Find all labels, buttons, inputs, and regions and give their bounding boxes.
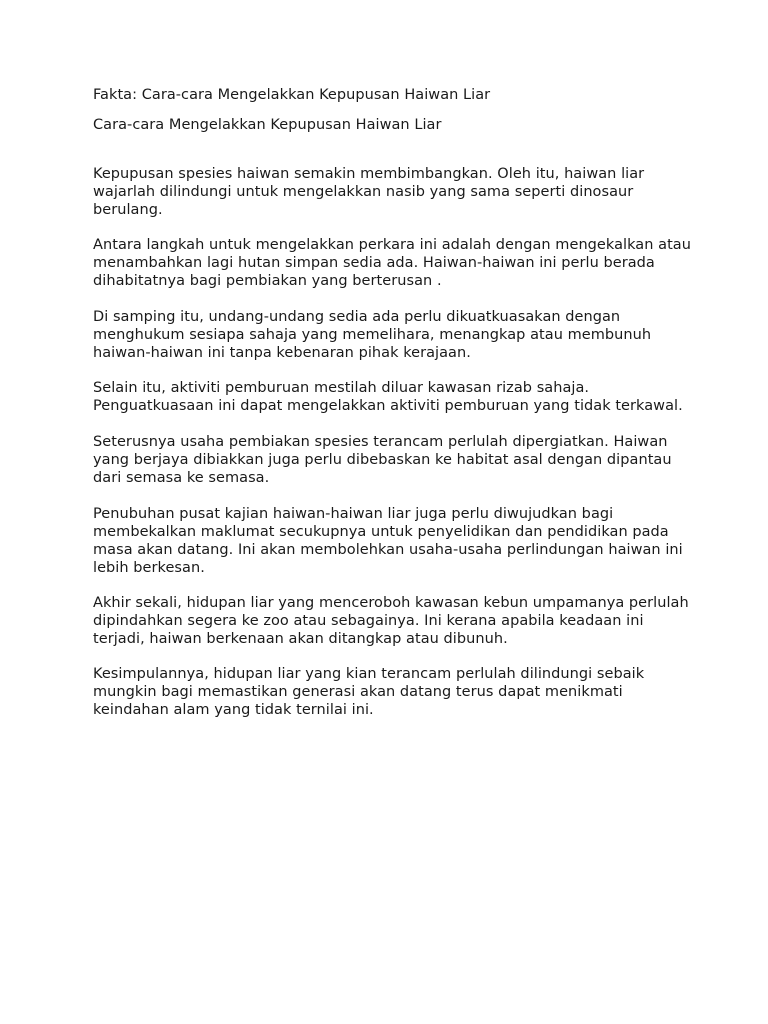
paragraph-8: Kesimpulannya, hidupan liar yang kian terancam perlulah dilindungi sebaik mungkin bagi memastikan generasi akan datang terus dapat menikmati keindahan alam yang tidak ternilai ini.	[93, 666, 645, 718]
paragraph-1: Kepupusan spesies haiwan semakin membimbangkan. Oleh itu, haiwan liar wajarlah dilindungi untuk mengelakkan nasib yang sama seperti dinosaur berulang.	[93, 166, 645, 218]
paragraph-5: Seterusnya usaha pembiakan spesies terancam perlulah dipergiatkan. Haiwan yang berjaya dibiakkan juga perlu dibebaskan ke habitat asal dengan dipantau dari semasa ke semasa.	[93, 434, 672, 486]
paragraph-2: Antara langkah untuk mengelakkan perkara ini adalah dengan mengekalkan atau menambahkan lagi hutan simpan sedia ada. Haiwan-haiwan ini perlu berada dihabitatnya bagi pembiakan yang berterusan .	[93, 237, 691, 289]
document-heading: Fakta: Cara-cara Mengelakkan Kepupusan Haiwan Liar	[93, 87, 491, 103]
paragraph-4: Selain itu, aktiviti pemburuan mestilah diluar kawasan rizab sahaja. Penguatkuasaan ini dapat mengelakkan aktiviti pemburuan yang tidak terkawal.	[93, 380, 683, 414]
paragraph-3: Di samping itu, undang-undang sedia ada perlu dikuatkuasakan dengan menghukum sesiapa sahaja yang memelihara, menangkap atau membunuh haiwan-haiwan ini tanpa kebenaran pihak kerajaan.	[93, 309, 652, 361]
paragraph-7: Akhir sekali, hidupan liar yang menceroboh kawasan kebun umpamanya perlulah dipindahkan segera ke zoo atau sebagainya. Ini kerana apabila keadaan ini terjadi, haiwan berkenaan akan ditangkap atau dibunuh.	[93, 595, 689, 647]
document-subheading: Cara-cara Mengelakkan Kepupusan Haiwan Liar	[93, 117, 442, 133]
paragraph-6: Penubuhan pusat kajian haiwan-haiwan liar juga perlu diwujudkan bagi membekalkan maklumat secukupnya untuk penyelidikan dan pendidikan pada masa akan datang. Ini akan membolehkan usaha-usaha perlindungan haiwan ini lebih berkesan.	[93, 506, 683, 576]
